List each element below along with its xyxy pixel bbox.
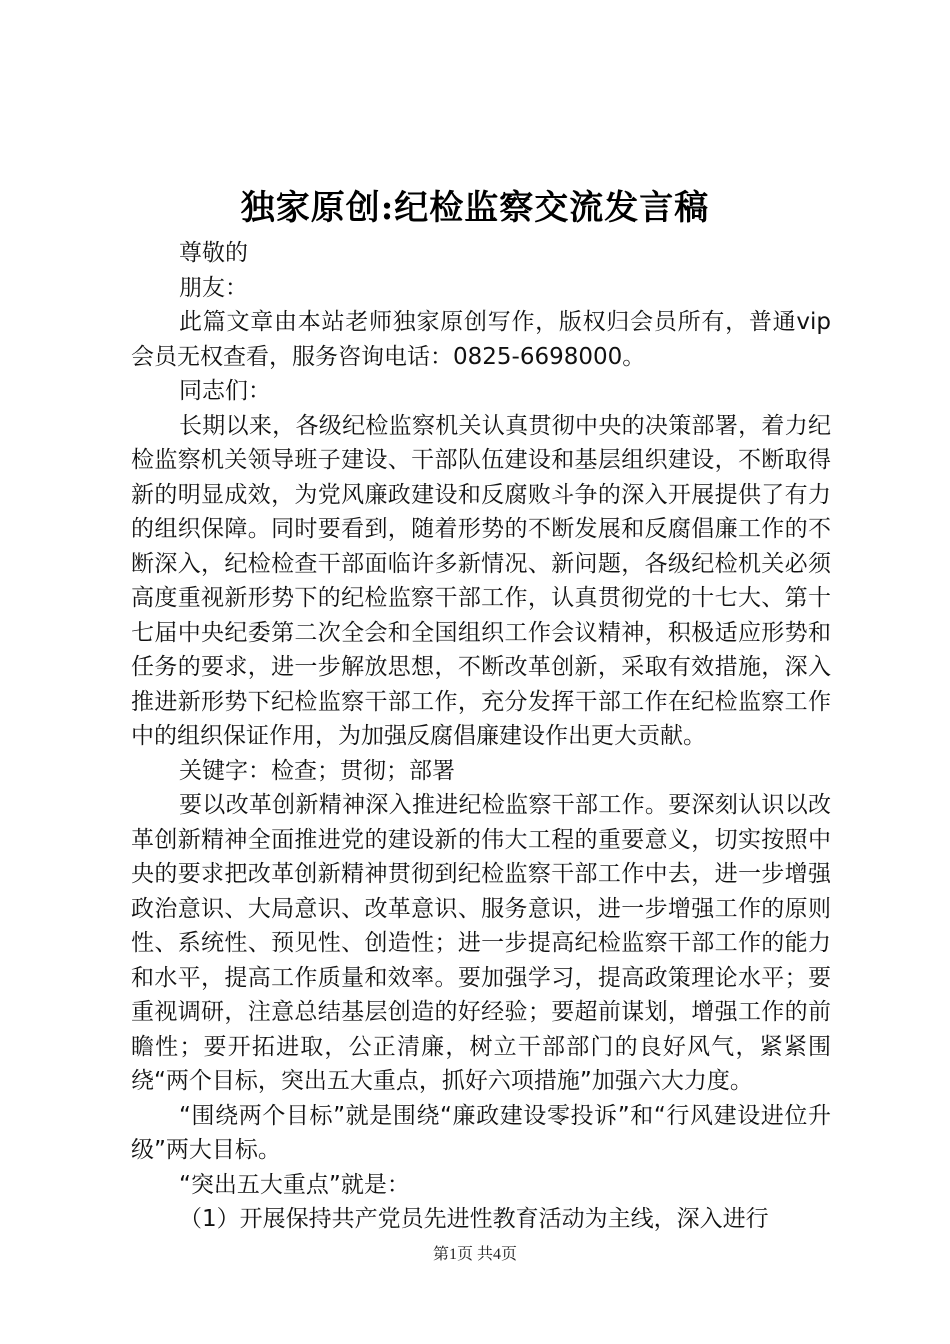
paragraph-five-priorities: “突出五大重点”就是： bbox=[179, 1171, 410, 1198]
paragraph-greeting: 同志们： bbox=[179, 378, 271, 404]
paragraph-keywords: 关键字：检查；贯彻；部署 bbox=[179, 757, 455, 784]
paragraph-salutation: 尊敬的 bbox=[179, 240, 248, 266]
paragraph-item-1: （1）开展保持共产党员先进性教育活动为主线，深入进行 bbox=[179, 1206, 769, 1232]
paragraph-two-goals: “围绕两个目标”就是围绕“廉政建设零投诉”和“行风建设进位升级”两大目标。 bbox=[131, 1102, 831, 1163]
paragraph-intro: 长期以来，各级纪检监察机关认真贯彻中央的决策部署，着力纪检监察机关领导班子建设、干部队伍建设和基层组织建设，不断取得新的明显成效，为党风廉政建设和反腐败斗争的深入开展提供了有力的组织保障。同时要看到，随着形势的不断发展和反腐倡廉工作的不断深入，纪检检查干部面临许多新情况、新问题，各级纪检机关必须高度重视新形势下的纪检监察干部工作，认真贯彻党的十七大、第十七届中央纪委第二次全会和全国组织工作会议精神，积极适应形势和任务的要求，进一步解放思想，不断改革创新，采取有效措施，深入推进新形势下纪检监察干部工作，充分发挥干部工作在纪检监察工作中的组织保证作用，为加强反腐倡廉建设作出更大贡献。 bbox=[131, 412, 831, 749]
page-footer: 第1页 共4页 bbox=[432, 1246, 517, 1263]
paragraph-copyright-notice: 此篇文章由本站老师独家原创写作，版权归会员所有，普通vip会员无权查看，服务咨询电话：0825-6698000。 bbox=[131, 309, 831, 370]
paragraph-reform: 要以改革创新精神深入推进纪检监察干部工作。要深刻认识以改革创新精神全面推进党的建设新的伟大工程的重要意义，切实按照中央的要求把改革创新精神贯彻到纪检监察干部工作中去，进一步增强政治意识、大局意识、改革意识、服务意识，进一步增强工作的原则性、系统性、预见性、创造性；进一步提高纪检监察干部工作的能力和水平，提高工作质量和效率。要加强学习，提高政策理论水平；要重视调研，注意总结基层创造的好经验；要超前谋划，增强工作的前瞻性；要开拓进取，公正清廉，树立干部部门的良好风气，紧紧围绕“两个目标，突出五大重点，抓好六项措施”加强六大力度。 bbox=[131, 792, 831, 1094]
document-body bbox=[131, 236, 831, 1237]
paragraph-salutation-cont: 朋友： bbox=[179, 274, 248, 301]
document-title: 独家原创:纪检监察交流发言稿 bbox=[240, 188, 710, 228]
